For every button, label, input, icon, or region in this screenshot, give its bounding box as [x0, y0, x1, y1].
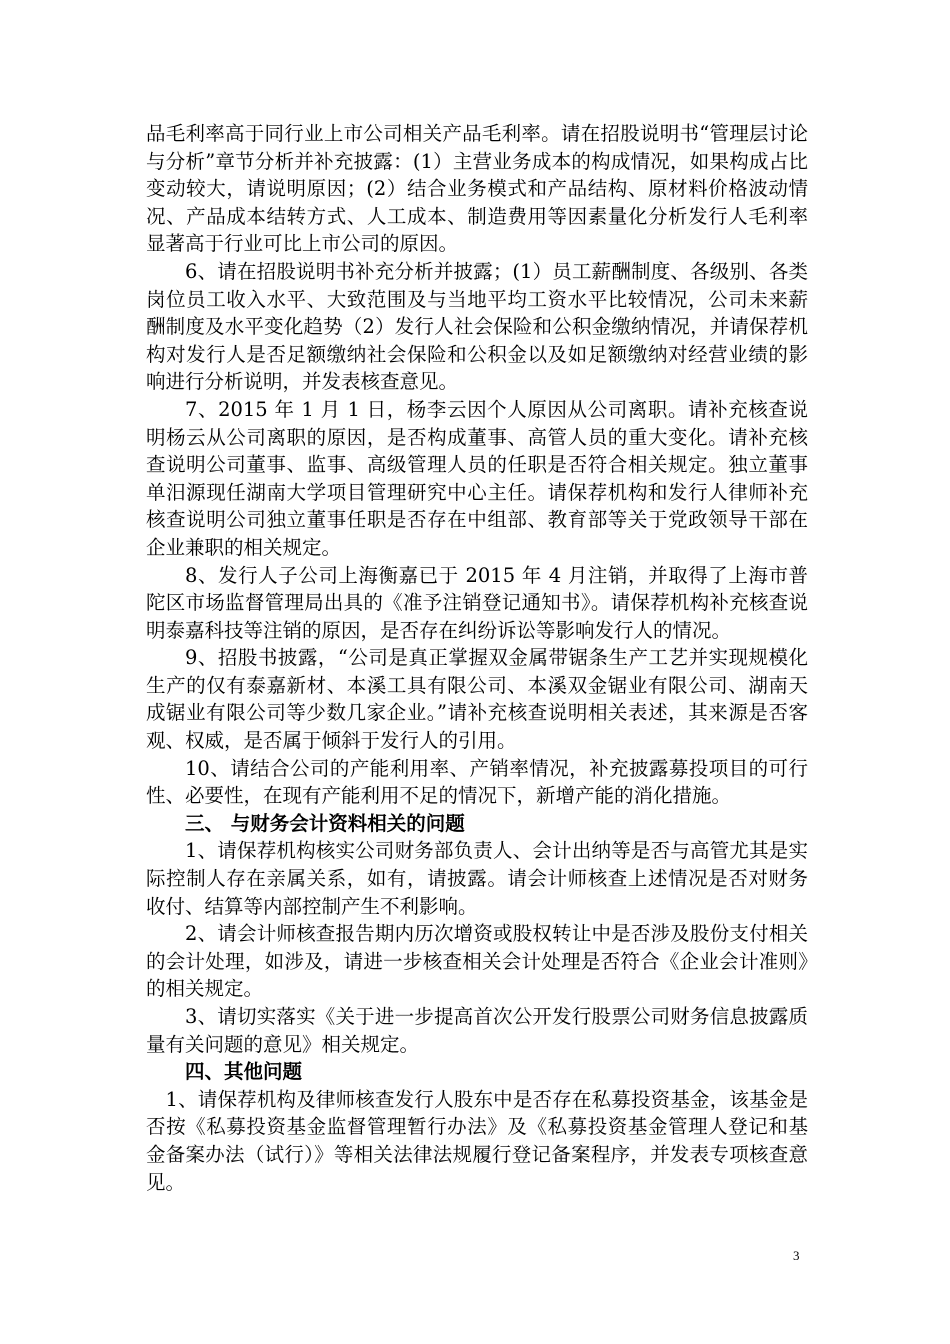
page-number: 3 [793, 1248, 800, 1263]
paragraph-continued: 品毛利率高于同行业上市公司相关产品毛利率。请在招股说明书“管理层讨论与分析”章节分析并补充披露：(1）主营业务成本的构成情况，如果构成占比变动较大，请说明原因；(2）结合业务模式和产品结构、原材料价格波动情况、产品成本结转方式、人工成本、制造费用等因素量化分析发行人毛利率显著高于行业可比上市公司的原因。 [146, 122, 808, 256]
finance-item-3: 3、请切实落实《关于进一步提高首次公开发行股票公司财务信息披露质量有关问题的意见》相关规定。 [146, 1005, 808, 1056]
paragraph-item-9: 9、招股书披露，“公司是真正掌握双金属带锯条生产工艺并实现规模化生产的仅有泰嘉新材、本溪工具有限公司、本溪双金锯业有限公司、湖南天成锯业有限公司等少数几家企业。”请补充核查说明相关表述，其来源是否客观、权威，是否属于倾斜于发行人的引用。 [146, 646, 808, 753]
other-item-1: 1、请保荐机构及律师核查发行人股东中是否存在私募投资基金，该基金是否按《私募投资基金监督管理暂行办法》及《私募投资基金管理人登记和基金备案办法（试行）》等相关法律法规履行登记备案程序，并发表专项核查意见。 [146, 1087, 808, 1194]
paragraph-item-6: 6、请在招股说明书补充分析并披露；(1）员工薪酬制度、各级别、各类岗位员工收入水平、大致范围及与当地平均工资水平比较情况，公司未来薪酬制度及水平变化趋势（2）发行人社会保险和公积金缴纳情况，并请保荐机构对发行人是否足额缴纳社会保险和公积金以及如足额缴纳对经营业绩的影响进行分析说明，并发表核查意见。 [146, 259, 808, 394]
finance-item-2: 2、请会计师核查报告期内历次增资或股权转让中是否涉及股份支付相关的会计处理，如涉及，请进一步核查相关会计处理是否符合《企业会计准则》的相关规定。 [146, 922, 808, 1001]
finance-item-1: 1、请保荐机构核实公司财务部负责人、会计出纳等是否与高管尤其是实际控制人存在亲属关系，如有，请披露。请会计师核查上述情况是否对财务收付、结算等内部控制产生不利影响。 [146, 839, 808, 918]
section-heading-finance: 三、 与财务会计资料相关的问题 [185, 811, 465, 835]
paragraph-item-8: 8、发行人子公司上海衡嘉已于 2015 年 4 月注销，并取得了上海市普陀区市场监督管理局出具的《准予注销登记通知书》。请保荐机构补充核查说明泰嘉科技等注销的原因，是否存在纠纷诉讼等影响发行人的情况。 [146, 563, 808, 642]
section-heading-other: 四、其他问题 [185, 1060, 303, 1084]
document-body [146, 120, 808, 1196]
paragraph-item-10: 10、请结合公司的产能利用率、产销率情况，补充披露募投项目的可行性、必要性，在现有产能利用不足的情况下，新增产能的消化措施。 [146, 756, 808, 808]
paragraph-item-7: 7、2015 年 1 月 1 日，杨李云因个人原因从公司离职。请补充核查说明杨云从公司离职的原因，是否构成董事、高管人员的重大变化。请补充核查说明公司董事、监事、高级管理人员的任职是否符合相关规定。独立董事单汨源现任湖南大学项目管理研究中心主任。请保荐机构和发行人律师补充核查说明公司独立董事任职是否存在中组部、教育部等关于党政领导干部在企业兼职的相关规定。 [146, 397, 808, 559]
